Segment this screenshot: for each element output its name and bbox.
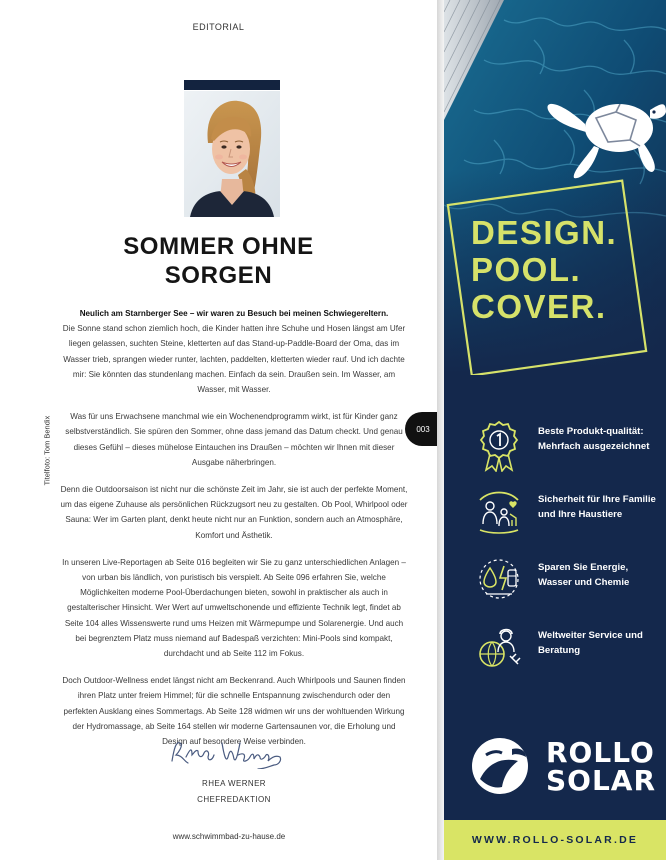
lead-text: Neulich am Starnberger See – wir waren zu Besuch bei meinen Schwiegereltern. — [79, 309, 389, 318]
editor-portrait — [184, 91, 280, 217]
photo-credit-text: Titelfoto: Tom Bendix — [42, 415, 52, 486]
section-label: EDITORIAL — [192, 22, 245, 32]
page-gutter — [437, 0, 444, 860]
headline-line-3: COVER. — [471, 288, 607, 325]
magazine-website: www.schwimmbad-zu-hause.de — [172, 832, 286, 841]
feature-text: Beste Produkt-qualität: Mehrfach ausgezeichnet — [538, 426, 650, 452]
body-paragraph-2: Was für uns Erwachsene manchmal wie ein Wochenendprogramm wirkt, ist für Kinder ganz selbstverständlich. Sie spüren den Sommer, ohne dass jemand das Datum checkt. Und genau dieses Gefühl – dieses mühelose Eintauchen ins Draußen – möchten wir Ihnen mit dieser Ausgabe näherbringen. — [65, 412, 403, 467]
headline-line-1: DESIGN. — [471, 214, 618, 251]
page-number: 003 — [405, 412, 437, 446]
worldwide-service-icon — [476, 624, 522, 670]
energy-water-icon — [476, 556, 522, 602]
body-paragraph-3: Denn die Outdoorsaison ist nicht nur die schönste Zeit im Jahr, sie ist auch der perfekte Moment, um das eigene Zuhause als persönlichen Rückzugsort neu zu gestalten. Ob Pool, Whirlpool oder Sauna: Wer im Garten plant, denkt heute nicht nur an Funktion, sondern auch an Atmosphäre, Komfort und Ästhetik. — [60, 485, 408, 540]
family-pet-icon — [476, 488, 522, 534]
headline-line-2: POOL. — [471, 251, 582, 288]
editorial-body — [60, 306, 408, 761]
ad-website[interactable]: WWW.ROLLO-SOLAR.DE — [471, 834, 639, 846]
ad-headline — [471, 214, 617, 325]
title-line-2: SORGEN — [164, 262, 273, 289]
brand-word-2: SOLAR — [546, 764, 657, 797]
feature-item — [444, 556, 666, 616]
turtle-logo-icon — [466, 735, 546, 797]
feature-item — [444, 624, 666, 684]
feature-text: Sicherheit für Ihre Familie und Ihre Haustiere — [538, 494, 656, 520]
feature-text: Sparen Sie Energie, Wasser und Chemie — [538, 562, 630, 588]
brand-word-1: ROLLO — [546, 736, 655, 769]
handwritten-signature — [168, 735, 298, 769]
rollo-solar-logo — [466, 735, 657, 797]
signer-role: CHEFREDAKTION — [197, 795, 271, 804]
ad-website-bar — [444, 820, 666, 860]
lead-paragraph — [60, 306, 408, 321]
body-paragraph-1: Die Sonne stand schon ziemlich hoch, die Kinder hatten ihre Schuhe und Hosen längst am Ufer liegen gelassen, suchten Steine, kletterten auf das Stand-up-Paddle-Board der Oma, das im Wasser trieb, sprangen wieder runter, lachten, paddelten, kletterten wieder rauf. Und ich dachte mir: Sie könnten das stundenlang machen. Einfach da sein. Draußen sein. Im Wasser, am Wasser, mit Wasser. — [62, 324, 406, 395]
award-medal-icon — [476, 420, 522, 466]
advertisement — [444, 0, 666, 860]
photo-accent-bar — [184, 80, 280, 90]
feature-text: Weltweiter Service und Beratung — [538, 630, 643, 656]
body-paragraph-5: Doch Outdoor-Wellness endet längst nicht am Beckenrand. Auch Whirlpools und Saunen finden ihren Platz unter freiem Himmel; für die schnelle Entspannung zwischendurch oder den perfekten Ausklang eines Sommertags. Ab Seite 128 widmen wir uns der wohltuenden Wirkung der Hydromassage, ab Seite 164 stellen wir moderne Gartensaunen vor, die Erholung und Design auf besondere Weise verbinden. — [62, 676, 406, 747]
feature-item — [444, 420, 666, 480]
signer-name: RHEA WERNER — [202, 779, 266, 788]
title-line-1: SOMMER OHNE — [123, 233, 314, 260]
page-title — [0, 232, 437, 290]
body-paragraph-4: In unseren Live-Reportagen ab Seite 016 begleiten wir Sie zu ganz unterschiedlichen Anlagen – von urban bis ländlich, von puristisch bis verspielt. Ab Seite 096 erfahren Sie, welche Möglichkeiten moderne Pool-Überdachungen bieten, sowohl in praktischer als auch in gestalterischer Hinsicht. Wer Wert auf umweltschonende und effiziente Technik legt, findet ab Seite 104 alles Wissenswerte rund ums Heizen mit Wärmepumpe und Solarenergie. Und auch bei begrenztem Platz muss niemand auf Badespaß verzichten: Mini-Pools sind kompakt, durchdacht und ab Seite 112 im Fokus. — [62, 557, 406, 659]
photo-credit — [37, 400, 52, 500]
feature-item — [444, 488, 666, 548]
